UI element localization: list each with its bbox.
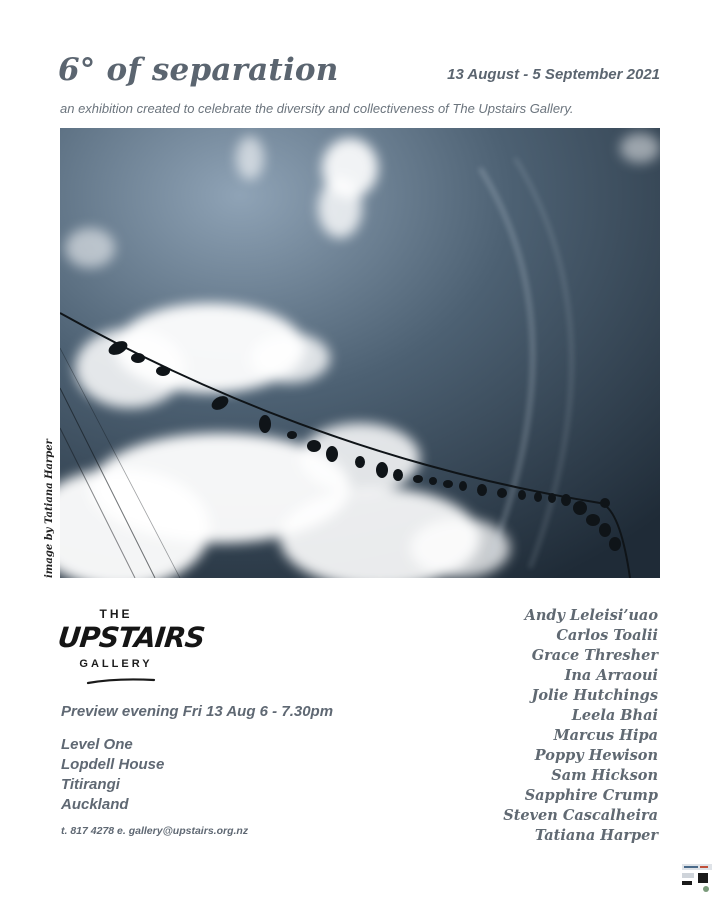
artist-name: Ina Arraoui — [564, 667, 658, 684]
artist-name: Sam Hickson — [551, 767, 658, 784]
address-line: Auckland — [61, 796, 129, 813]
artist-name: Steven Cascalheira — [503, 807, 658, 824]
logo-brush-stroke — [86, 677, 156, 685]
sponsor-logos — [680, 862, 714, 894]
address-line: Titirangi — [61, 776, 120, 793]
exhibition-title: 6° of separation — [58, 52, 339, 88]
artist-name: Tatiana Harper — [534, 827, 658, 844]
exhibition-dates: 13 August - 5 September 2021 — [447, 66, 660, 83]
address-line: Level One — [61, 736, 133, 753]
contact-info: t. 817 4278 e. gallery@upstairs.org.nz — [61, 825, 249, 837]
logo-the: THE — [99, 607, 133, 621]
photo-credit: image by Tatiana Harper — [44, 439, 55, 578]
artist-name: Grace Thresher — [531, 647, 658, 664]
artist-name: Carlos Toalii — [556, 627, 658, 644]
artist-name: Leela Bhai — [571, 707, 658, 724]
artist-name: Marcus Hipa — [553, 727, 658, 744]
logo-gallery: GALLERY — [79, 658, 153, 670]
logo-upstairs: UPSTAIRS — [56, 621, 206, 654]
artist-name: Jolie Hutchings — [531, 687, 658, 704]
photo-illustration — [60, 128, 660, 578]
upstairs-gallery-logo — [56, 607, 206, 689]
exhibition-subtitle: an exhibition created to celebrate the diversity and collectiveness of The Upstairs Gallery. — [60, 101, 574, 116]
preview-evening: Preview evening Fri 13 Aug 6 - 7.30pm — [61, 703, 334, 720]
artist-name: Poppy Hewison — [534, 747, 658, 764]
artist-name: Sapphire Crump — [524, 787, 658, 804]
address-line: Lopdell House — [61, 756, 165, 773]
venue-address — [61, 735, 164, 815]
artist-name: Andy Leleisi’uao — [524, 607, 658, 624]
sky-birds-photo — [60, 128, 660, 578]
artist-list — [503, 606, 658, 846]
